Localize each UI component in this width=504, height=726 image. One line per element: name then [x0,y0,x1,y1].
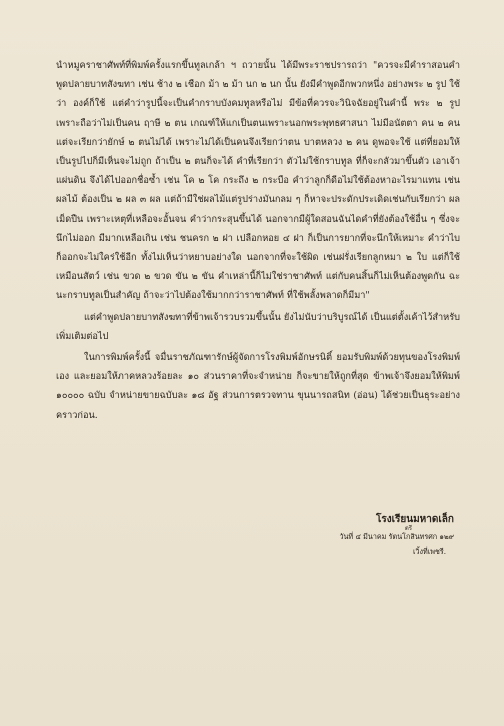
paragraph-1: นำหมูคราชาศัพท์ที่พิมพ์ครั้งแรกขึ้นทูลเกล้า ฯ ถวายนั้น ได้มีพระราชปรารถว่า "ควรจะมีคำราสอนคำพูดปลายบาทสังฆทา เช่น ช้าง ๒ เชือก ม้า ๒ ม้า นก ๒ นก นั้น ยังมีคำพูดอีกพวกหนึ่ง อย่างพระ ๒ รูป ใช้ว่า องค์ก็ใช้ แต่คำว่ารูปนี้จะเป็นคำกราบบังคมทูลหรือไม่ มีข้อที่ควรจะวินิจฉัยอยู่ในคำนี้ พระ ๒ รูป เพราะถือว่าไม่เป็นคน ฤาษี ๒ ตน เกณฑ์ให้แกเป็นตนเพราะนอกพระพุทธศาสนา ไม่มีอนัตตา คน ๒ คน แต่จะเรียกว่ายักษ์ ๒ ตนไม่ได้ เพราะไม่ได้เป็นคนจึงเรียกว่าตน บาตหลวง ๒ คน ดูพอจะใช้ แต่ที่ยอมให้เป็นรูปไปก็มีเห็นจะไม่ถูก ถ้าเป็น ๒ ตนก็จะได้ คำที่เรียกว่า ตัวไม่ใช้กราบทูล ที่ก็จะกลัวมาขึ้นตัว เอาเจ้าแผ่นดิน จึงได้ไปออกชื่อซ้ำ เช่น โค ๒ โค กระถึง ๒ กระบือ คำว่าลูกก็ดีอไม่ใช้ต้องหาอะไรมาแทน เช่นผลไม้ ต้องเป็น ๒ ผล ๓ ผล แต่ถ้ามีใช่ผลไม้แต่รูปร่างมันกลม ๆ ก็หาจะประดักประเดิดเช่นกับเรียกว่า ผลเม็ดปืน เพราะเหตุที่เหลือจะอั้นจน คำว่ากระสุนขึ้นได้ นอกจากมีผู้ใดสอนฉันไดคำที่ยังต้องใช้อื่น ๆ ซึ่งจะนึกไม่ออก มีมากเหลือเกิน เช่น ชนครก ๒ ฝา เปลือกหอย ๔ ฝา ก็เป็นการยากที่จะนึกให้เหมาะ คำว่าไบ ก็ออกจะไม่ใคร่ใช้อีก ทั้งไม่เห็นว่าหยาบอย่างใด นอกจากที่จะใช้ผิด เช่นฝรั่งเรียกลูกหมา ๒ ใบ แต่ก็ใช้เหมือนสัตว์ เช่น ขวด ๒ ขวด ขัน ๒ ขัน คำเหล่านี้ก็ไม่ใช่ราชาศัพท์ แต่กับคนสิ้นก็ไม่เห็นต้องพูดกัน ฉะนะกราบทูลเป็นสำคัญ ถ้าจะว่าไปต้องใช้มากกว่าราชาศัพท์ ที่ใช้พลั้งพลาดก็มีมา" [56,60,460,302]
signature-date-line [254,525,454,544]
signature-block [254,512,454,559]
signature-organization: โรงเรียนมหาดเล็ก [375,514,454,525]
paragraph-3: ในการพิมพ์ครั้งนี้ จมื่นราชภัณฑารักษ์ผู้จัดการโรงพิมพ์อักษรนิติ์ ยอมรับพิมพ์ด้วยทุนของโรงพิมพ์เอง และยอมให้ภาคหลวงร้อยละ ๑๐ ส่วนราคาที่จะจำหน่าย ก็จะขายให้ถูกที่สุด ข้าพเจ้าจึงยอมให้พิมพ์ ๑๐๐๐๐ ฉบับ จำหน่ายขายฉบับละ ๑๘ อัฐ ส่วนการตรวจทาน ขุนนารถสนิท (อ่อน) ได้ช่วยเป็นธุระอย่างคราวก่อน. [56,352,460,421]
signature-date: วันที่ ๔ มีนาคม รัตนโกสินทรศก ๑๒๙ [339,532,454,541]
body-text [56,56,460,427]
signature-place: เวิ้งที่เพชรี. [413,547,446,556]
paragraph-2: แต่คำพูดปลายบาทสังฆทาที่ข้าพเจ้ารวบรวมขึ้นนั้น ยังไม่นับว่าบริบูรณ์ได้ เป็นแต่ตั้งเค้าไว้สำหรับเพิ่มเติมต่อไป [56,311,460,342]
signature-date-superscript: ตรี [404,525,412,532]
